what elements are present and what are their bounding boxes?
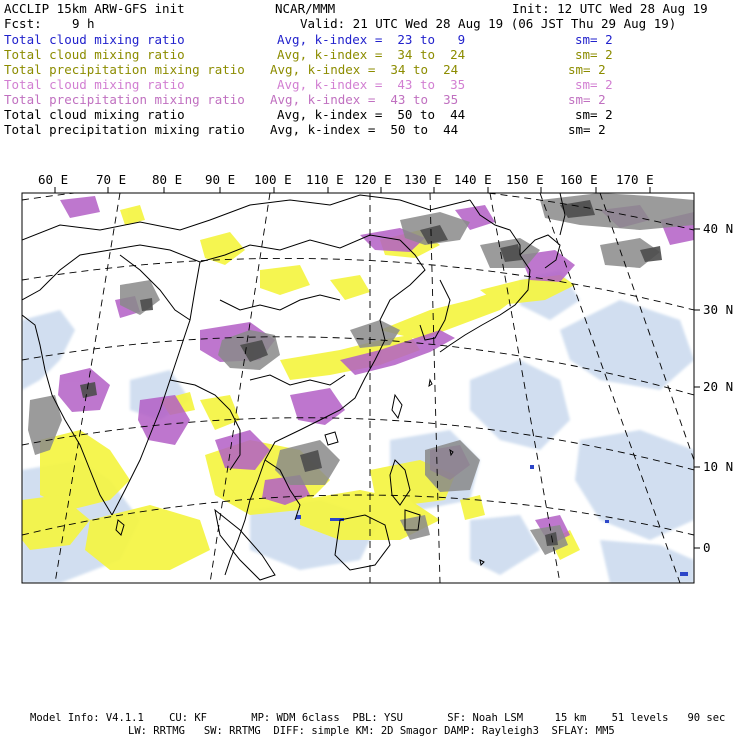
lat-label: 20 N bbox=[703, 379, 734, 394]
lon-label: 80 E bbox=[152, 172, 183, 187]
legend-field: Total cloud mixing ratio bbox=[4, 47, 185, 62]
legend-avg: Avg, k-index = 50 to 44 bbox=[277, 107, 466, 122]
lon-label: 60 E bbox=[38, 172, 69, 187]
lon-label: 130 E bbox=[404, 172, 442, 187]
legend-avg: Avg, k-index = 43 to 35 bbox=[270, 92, 459, 107]
legend-avg: Avg, k-index = 34 to 24 bbox=[277, 47, 466, 62]
legend-sm: sm= 2 bbox=[568, 92, 606, 107]
model-info-line1: Model Info: V4.1.1 CU: KF MP: WDM 6class PBL: YSU SF: Noah LSM 15 km 51 levels 90 sec bbox=[30, 712, 726, 724]
legend-avg: Avg, k-index = 50 to 44 bbox=[270, 122, 459, 137]
map-area bbox=[22, 181, 694, 583]
legend-field: Total precipitation mixing ratio bbox=[4, 92, 245, 107]
lat-label: 10 N bbox=[703, 459, 734, 474]
lon-label: 120 E bbox=[354, 172, 392, 187]
legend-avg: Avg, k-index = 34 to 24 bbox=[270, 62, 459, 77]
lon-label: 170 E bbox=[616, 172, 654, 187]
legend-avg: Avg, k-index = 43 to 35 bbox=[277, 77, 466, 92]
lon-label: 140 E bbox=[454, 172, 492, 187]
legend-field: Total precipitation mixing ratio bbox=[4, 62, 245, 77]
lat-label: 0 bbox=[703, 540, 711, 555]
legend-field: Total precipitation mixing ratio bbox=[4, 122, 245, 137]
lat-label: 30 N bbox=[703, 302, 734, 317]
legend-sm: sm= 2 bbox=[568, 62, 606, 77]
model-title: ACCLIP 15km ARW-GFS init bbox=[4, 1, 185, 16]
legend-field: Total cloud mixing ratio bbox=[4, 77, 185, 92]
center-label: NCAR/MMM bbox=[275, 1, 336, 16]
legend-sm: sm= 2 bbox=[575, 47, 613, 62]
lon-label: 110 E bbox=[306, 172, 344, 187]
model-info-line2: LW: RRTMG SW: RRTMG DIFF: simple KM: 2D Smagor DAMP: Rayleigh3 SFLAY: MM5 bbox=[128, 725, 615, 737]
legend-field: Total cloud mixing ratio bbox=[4, 32, 185, 47]
lon-label: 90 E bbox=[205, 172, 236, 187]
valid-time: Valid: 21 UTC Wed 28 Aug 19 (06 JST Thu 29 Aug 19) bbox=[300, 16, 677, 31]
lon-label: 150 E bbox=[506, 172, 544, 187]
legend-sm: sm= 2 bbox=[575, 77, 613, 92]
lon-label: 100 E bbox=[254, 172, 292, 187]
lat-label: 40 N bbox=[703, 221, 734, 236]
lon-label: 70 E bbox=[96, 172, 127, 187]
legend-sm: sm= 2 bbox=[568, 122, 606, 137]
legend-field: Total cloud mixing ratio bbox=[4, 107, 185, 122]
lon-label: 160 E bbox=[560, 172, 598, 187]
legend-sm: sm= 2 bbox=[575, 32, 613, 47]
init-time: Init: 12 UTC Wed 28 Aug 19 bbox=[512, 1, 708, 16]
legend-avg: Avg, k-index = 23 to 9 bbox=[277, 32, 466, 47]
forecast-label: Fcst: bbox=[4, 16, 42, 31]
forecast-hours: 9 h bbox=[72, 16, 95, 31]
legend-sm: sm= 2 bbox=[575, 107, 613, 122]
